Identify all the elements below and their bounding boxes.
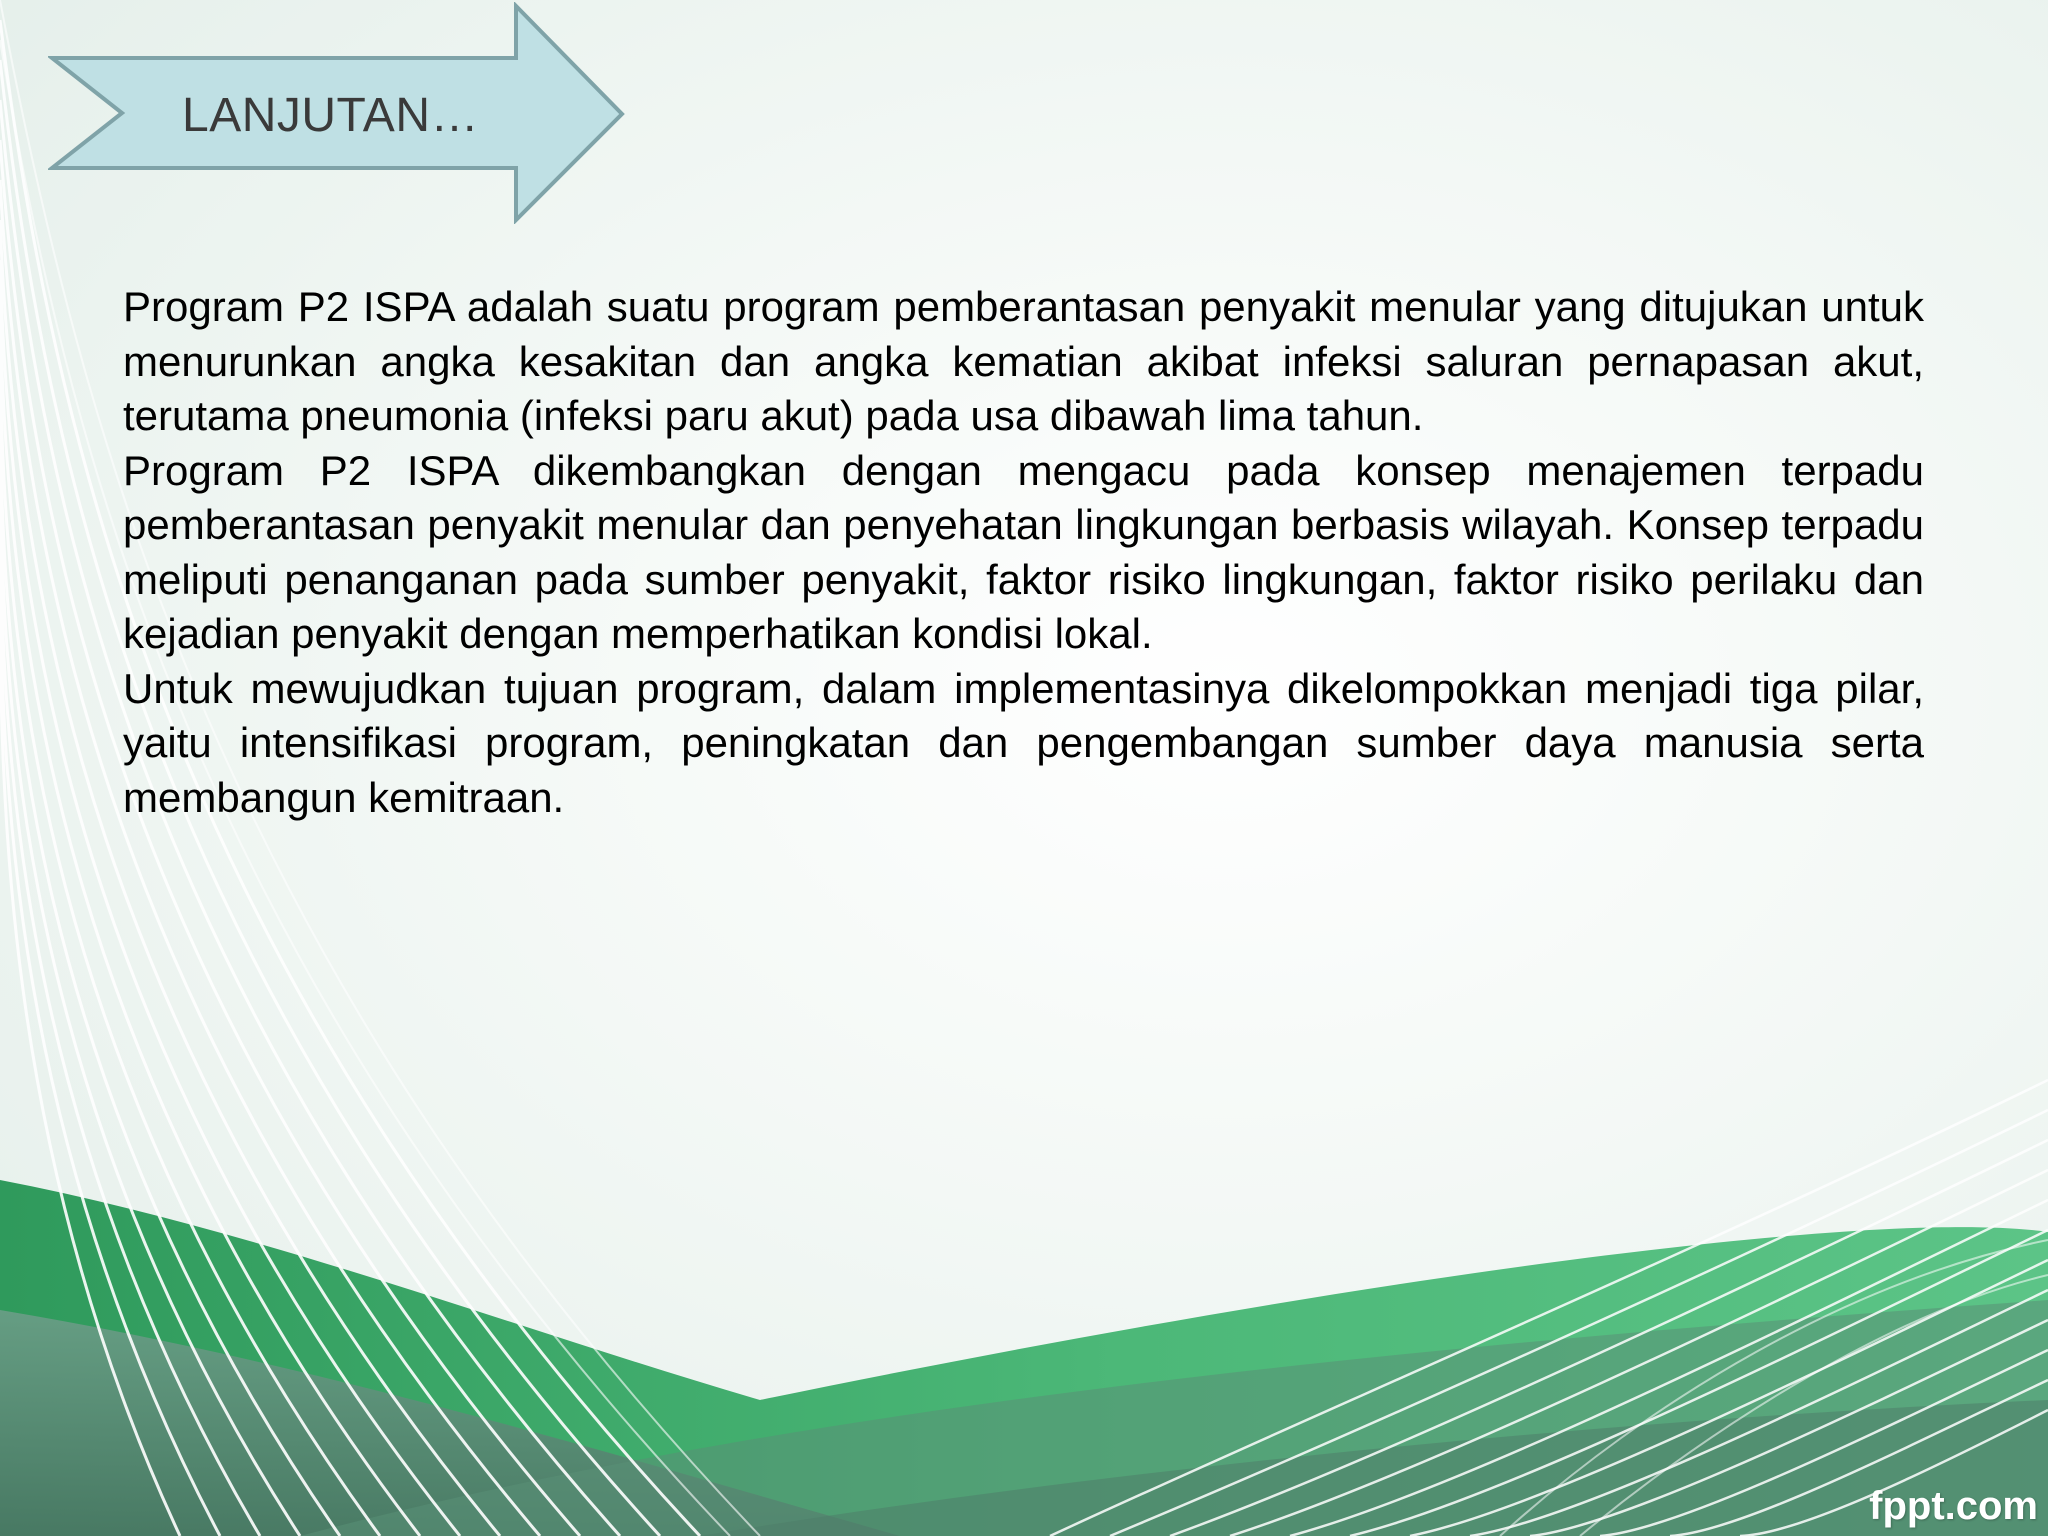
fppt-watermark: fppt.com [1869,1484,2038,1528]
paragraph-3: Untuk mewujudkan tujuan program, dalam implementasinya dikelompokkan menjadi tiga pilar, yaitu intensifikasi program, peningkatan dan pengembangan sumber daya manusia serta membangun kemitraan. [123,664,1924,821]
paragraph-1: Program P2 ISPA adalah suatu program pemberantasan penyakit menular yang ditujukan untuk menurunkan angka kesakitan dan angka kematian akibat infeksi saluran pernapasan akut, terutama pneumonia (infeksi paru akut) pada usa dibawah lima tahun. [123,283,1924,439]
paragraph-2: Program P2 ISPA dikembangkan dengan mengacu pada konsep menajemen terpadu pemberantasan penyakit menular dan penyehatan lingkungan berbasis wilayah. Konsep terpadu meliputi penanganan pada sumber penyakit, faktor risiko lingkungan, faktor risiko perilaku dan kejadian penyakit dengan memperhatikan kondisi lokal. [123,446,1924,657]
slide-body [123,280,1924,825]
slide-title: LANJUTAN… [182,89,479,142]
